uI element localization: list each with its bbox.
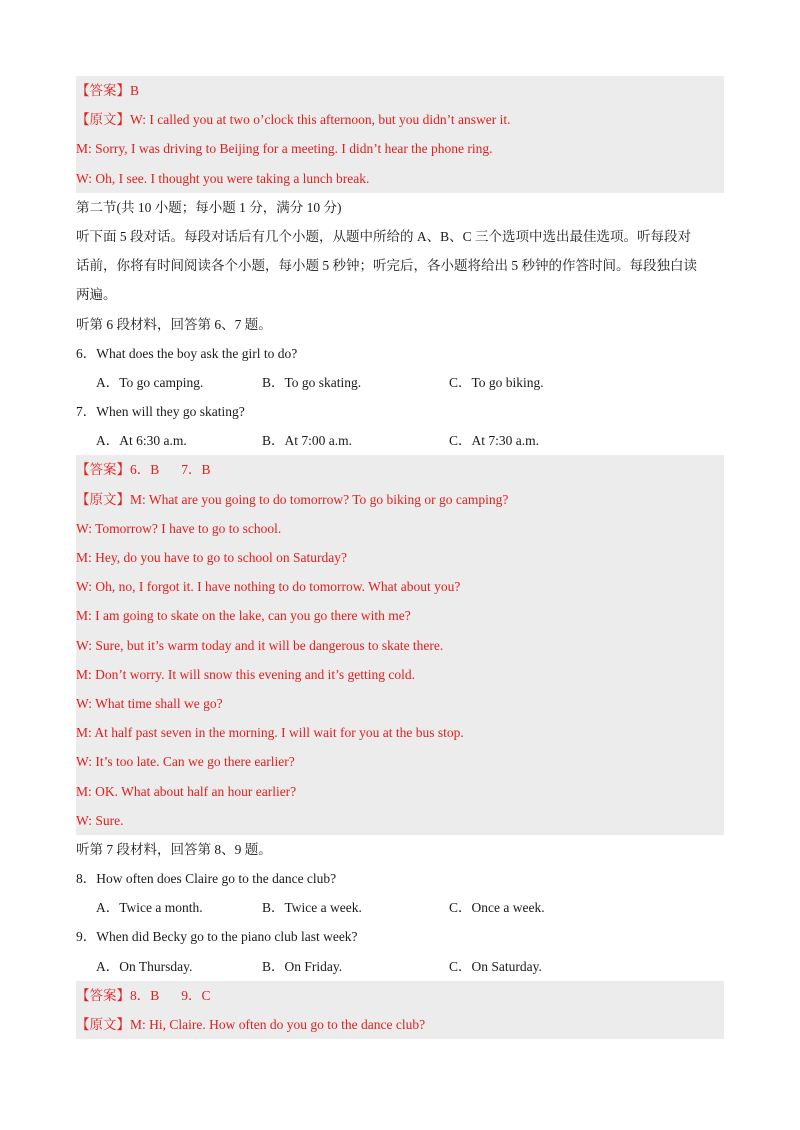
answer-block-6-7 [76, 455, 724, 834]
script-line: W: Sure. [76, 812, 124, 828]
script-text: M: What are you going to do tomorrow? To go biking or go camping? [130, 491, 509, 507]
script-line: W: Sure, but it’s warm today and it will be dangerous to skate there. [76, 637, 444, 653]
instructions-line: 两遍。 [76, 287, 117, 303]
document-content [76, 76, 724, 1039]
section-title: 第二节(共 10 小题；每小题 1 分，满分 10 分) [76, 199, 342, 215]
script-label: 【原文】 [76, 1017, 130, 1032]
answer-label: 【答案】 [76, 83, 130, 98]
answer-value: 9．C [181, 987, 211, 1003]
script-line: W: It’s too late. Can we go there earlier? [76, 754, 295, 770]
answer-value: 7．B [181, 462, 211, 478]
answer-line [76, 981, 724, 1010]
script-line: M: Sorry, I was driving to Beijing for a meeting. I didn’t hear the phone ring. [76, 141, 493, 157]
material-heading: 听第 7 段材料，回答第 8、9 题。 [76, 841, 272, 857]
option-c: C．To go biking. [449, 374, 544, 390]
instructions-line: 听下面 5 段对话。每段对话后有几个小题，从题中所给的 A、B、C 三个选项中选出最佳选项。听每段对 [76, 228, 692, 244]
answer-block-8-9 [76, 981, 724, 1039]
script-line: M: Hey, do you have to go to school on Saturday? [76, 550, 347, 565]
option-b: B．To go skating. [262, 374, 362, 390]
answer-line [76, 455, 724, 484]
script-line: M: I am going to skate on the lake, can you go there with me? [76, 608, 411, 624]
answer-value: 8．B [130, 987, 160, 1003]
script-line: M: OK. What about half an hour earlier? [76, 783, 297, 799]
script-line [76, 1010, 724, 1039]
question-options [76, 368, 724, 397]
question-options [76, 952, 724, 981]
option-b: B．At 7:00 a.m. [262, 433, 352, 449]
question-options [76, 893, 724, 922]
script-line: W: What time shall we go? [76, 695, 223, 711]
script-label: 【原文】 [76, 491, 130, 507]
option-c: C．Once a week. [449, 900, 545, 916]
instructions-line: 话前，你将有时间阅读各个小题，每小题 5 秒钟；听完后，各小题将给出 5 秒钟的作答时间。每段独白读 [76, 258, 697, 274]
answer-line [76, 76, 724, 105]
script-text: M: Hi, Claire. How often do you go to the dance club? [130, 1017, 426, 1032]
option-a: A．At 6:30 a.m. [96, 433, 187, 449]
question-options [76, 426, 724, 455]
option-a: A．On Thursday. [96, 958, 193, 974]
material-heading: 听第 6 段材料，回答第 6、7 题。 [76, 316, 272, 332]
option-b: B．On Friday. [262, 958, 343, 974]
script-line: M: At half past seven in the morning. I will wait for you at the bus stop. [76, 725, 464, 741]
question-stem: 9．When did Becky go to the piano club last week? [76, 929, 358, 945]
script-line: W: Tomorrow? I have to go to school. [76, 520, 282, 536]
script-label: 【原文】 [76, 112, 130, 128]
option-b: B．Twice a week. [262, 900, 362, 916]
option-c: C．At 7:30 a.m. [449, 433, 539, 449]
script-text: W: I called you at two o’clock this afternoon, but you didn’t answer it. [130, 112, 511, 128]
answer-block-5 [76, 76, 724, 193]
answer-label: 【答案】 [76, 987, 130, 1003]
option-c: C．On Saturday. [449, 958, 542, 974]
script-line [76, 105, 724, 134]
script-line: W: Oh, I see. I thought you were taking a lunch break. [76, 170, 370, 186]
script-line [76, 485, 724, 514]
answer-value: 6．B [130, 462, 160, 478]
option-a: A．To go camping. [96, 374, 204, 390]
question-stem: 7．When will they go skating? [76, 404, 245, 420]
question-stem: 8．How often does Claire go to the dance club? [76, 871, 337, 887]
question-stem: 6．What does the boy ask the girl to do? [76, 345, 298, 361]
option-a: A．Twice a month. [96, 900, 203, 916]
script-line: M: Don’t worry. It will snow this evening and it’s getting cold. [76, 666, 415, 682]
answer-label: 【答案】 [76, 462, 130, 478]
answer-value: B [130, 83, 140, 98]
script-line: W: Oh, no, I forgot it. I have nothing to do tomorrow. What about you? [76, 579, 461, 595]
